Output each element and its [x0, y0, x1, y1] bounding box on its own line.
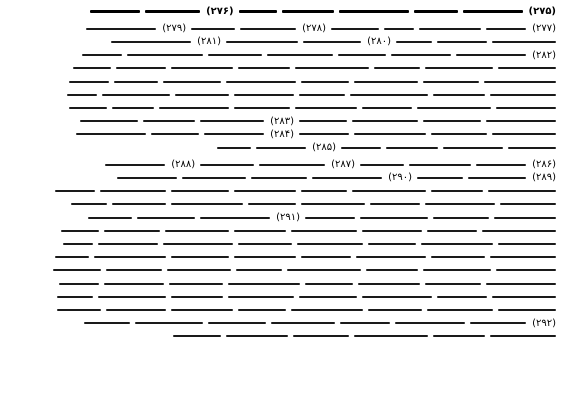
text-run [271, 322, 335, 324]
note-number: (۲۸۸) [171, 159, 196, 171]
note-number: (۲۸۲) [532, 49, 556, 61]
text-run [90, 10, 140, 13]
note-number: (۲۷۸) [302, 23, 327, 35]
text-run [437, 296, 487, 298]
text-run [386, 147, 438, 149]
text-run [167, 269, 231, 271]
text-run [208, 54, 262, 56]
text-run [431, 190, 483, 192]
text-run [251, 177, 307, 179]
text-line [212, 142, 556, 153]
text-run [234, 107, 290, 109]
text-run [105, 164, 165, 166]
text-run [362, 107, 412, 109]
text-run [267, 54, 333, 56]
text-run [71, 203, 107, 205]
text-run [259, 164, 325, 166]
text-run [362, 296, 432, 298]
text-run [354, 335, 428, 337]
text-run [303, 41, 361, 43]
text-run [240, 28, 296, 30]
text-run [234, 190, 296, 192]
text-run [171, 67, 233, 69]
text-run [352, 190, 426, 192]
text-line [77, 50, 556, 61]
note-number: (۲۹۲) [532, 317, 556, 329]
text-run [354, 133, 426, 135]
text-run [431, 133, 487, 135]
text-run [226, 41, 298, 43]
text-run [67, 94, 97, 96]
text-run [59, 283, 99, 285]
text-run [236, 269, 282, 271]
text-run [498, 67, 556, 69]
text-run [53, 269, 101, 271]
text-run [84, 322, 130, 324]
text-line [168, 331, 556, 342]
text-run [295, 107, 357, 109]
text-run [456, 54, 526, 56]
text-run [191, 28, 235, 30]
text-run [287, 269, 361, 271]
text-run [496, 107, 556, 109]
text-run [490, 256, 556, 258]
text-run [301, 190, 347, 192]
text-run [100, 190, 166, 192]
text-run [492, 41, 556, 43]
text-run [299, 296, 357, 298]
text-run [498, 243, 556, 245]
text-run [104, 230, 160, 232]
note-number: (۲۸۷) [331, 159, 356, 171]
text-run [238, 243, 292, 245]
text-run [417, 177, 463, 179]
text-run [256, 147, 306, 149]
text-run [421, 243, 493, 245]
text-run [486, 283, 556, 285]
text-run [80, 120, 138, 122]
text-run [114, 81, 158, 83]
text-run [488, 190, 556, 192]
text-run [354, 81, 418, 83]
text-run [94, 256, 166, 258]
text-run [106, 309, 166, 311]
text-run [63, 243, 93, 245]
text-run [395, 322, 465, 324]
text-run [494, 217, 556, 219]
text-run [112, 107, 154, 109]
text-line [58, 238, 556, 249]
text-run [463, 10, 523, 13]
text-run [486, 28, 526, 30]
text-run [433, 217, 489, 219]
text-run [127, 54, 203, 56]
text-run [61, 230, 99, 232]
text-run [135, 322, 203, 324]
text-line [85, 6, 556, 17]
note-number: (۲۸۶) [532, 159, 556, 171]
text-run [425, 283, 481, 285]
text-run [496, 269, 556, 271]
text-run [228, 283, 300, 285]
text-run [238, 309, 286, 311]
text-line [106, 36, 556, 47]
text-run [433, 335, 485, 337]
text-run [500, 203, 556, 205]
text-run [368, 309, 422, 311]
text-line [81, 23, 556, 34]
text-run [358, 283, 420, 285]
text-run [350, 94, 428, 96]
text-line [75, 116, 556, 127]
note-number: (۲۸۰) [367, 36, 391, 48]
text-run [137, 217, 195, 219]
text-run [427, 309, 493, 311]
text-line [68, 63, 556, 74]
text-run [370, 203, 420, 205]
text-run [182, 177, 246, 179]
text-line [56, 225, 556, 236]
text-run [417, 107, 491, 109]
text-run [208, 322, 266, 324]
text-run [173, 335, 221, 337]
text-run [484, 81, 556, 83]
text-run [171, 309, 233, 311]
text-line [52, 304, 556, 315]
document-page [12, 6, 556, 408]
note-number: (۲۷۵) [528, 6, 556, 17]
text-run [175, 94, 229, 96]
text-run [163, 81, 221, 83]
text-run [291, 309, 363, 311]
text-run [73, 67, 111, 69]
text-run [299, 94, 345, 96]
text-run [423, 120, 481, 122]
text-run [200, 120, 264, 122]
text-run [217, 147, 251, 149]
text-run [234, 256, 296, 258]
text-run [104, 283, 164, 285]
text-run [362, 230, 422, 232]
text-run [86, 28, 156, 30]
text-run [356, 256, 426, 258]
text-run [169, 283, 223, 285]
text-run [106, 269, 162, 271]
text-run [204, 133, 264, 135]
text-line [71, 129, 556, 140]
text-run [425, 67, 493, 69]
text-line [64, 102, 556, 113]
text-run [368, 243, 416, 245]
text-run [492, 296, 556, 298]
text-run [200, 217, 270, 219]
text-run [88, 217, 132, 219]
text-run [431, 256, 485, 258]
text-run [98, 296, 166, 298]
text-run [111, 41, 191, 43]
note-number: (۲۷۹) [162, 23, 187, 35]
text-line [112, 172, 556, 183]
text-run [338, 54, 386, 56]
text-run [159, 107, 229, 109]
text-run [165, 230, 229, 232]
text-run [339, 10, 409, 13]
text-run [482, 230, 556, 232]
text-run [433, 94, 485, 96]
text-run [248, 203, 296, 205]
text-line [79, 318, 556, 329]
text-run [102, 94, 170, 96]
text-run [69, 107, 107, 109]
text-run [508, 147, 556, 149]
text-run [299, 133, 349, 135]
note-number: (۲۹۱) [276, 212, 300, 223]
text-run [312, 177, 382, 179]
text-run [234, 230, 286, 232]
text-run [486, 120, 556, 122]
text-line [54, 278, 556, 289]
text-run [163, 243, 233, 245]
text-run [295, 67, 369, 69]
text-line [50, 252, 556, 263]
note-number: (۲۸۳) [270, 115, 294, 127]
text-line [48, 265, 556, 276]
text-run [476, 164, 526, 166]
text-run [282, 10, 334, 13]
text-run [360, 217, 428, 219]
text-run [360, 164, 404, 166]
text-run [423, 269, 491, 271]
text-run [226, 81, 296, 83]
text-run [151, 133, 199, 135]
text-run [171, 203, 243, 205]
text-run [82, 54, 122, 56]
text-run [297, 243, 363, 245]
text-run [171, 296, 223, 298]
text-run [171, 190, 229, 192]
text-run [238, 67, 290, 69]
text-run [492, 133, 556, 135]
text-run [341, 147, 381, 149]
text-run [234, 94, 294, 96]
text-run [443, 147, 503, 149]
text-line [52, 291, 556, 302]
text-run [498, 309, 556, 311]
text-run [69, 81, 109, 83]
text-run [468, 177, 526, 179]
text-run [305, 217, 355, 219]
text-line [64, 76, 556, 87]
text-run [470, 322, 526, 324]
text-run [427, 230, 477, 232]
note-number: (۲۹۰) [388, 172, 413, 184]
note-number: (۲۸۱) [197, 36, 222, 48]
note-number: (۲۸۴) [270, 128, 294, 140]
text-run [352, 120, 418, 122]
text-run [414, 10, 458, 13]
text-run [57, 309, 101, 311]
note-number: (۲۷۶) [206, 6, 234, 17]
text-line [83, 212, 556, 223]
text-run [301, 203, 365, 205]
text-run [425, 203, 495, 205]
note-number: (۲۸۹) [532, 172, 556, 184]
text-run [305, 283, 353, 285]
text-run [374, 67, 420, 69]
text-run [490, 94, 556, 96]
text-line [50, 186, 556, 197]
text-run [384, 28, 414, 30]
text-run [143, 120, 195, 122]
text-run [112, 203, 166, 205]
text-run [116, 67, 166, 69]
text-run [57, 296, 93, 298]
text-run [340, 322, 390, 324]
note-number: (۲۷۷) [532, 23, 556, 35]
text-run [76, 133, 146, 135]
text-run [291, 230, 357, 232]
text-run [419, 28, 481, 30]
text-line [100, 159, 556, 170]
text-run [391, 54, 451, 56]
note-number: (۲۸۵) [312, 142, 336, 153]
text-run [171, 256, 229, 258]
text-run [366, 269, 418, 271]
text-line [62, 89, 556, 100]
text-run [299, 120, 347, 122]
text-run [423, 81, 479, 83]
text-run [228, 296, 294, 298]
text-run [117, 177, 177, 179]
text-run [55, 256, 89, 258]
text-run [331, 28, 379, 30]
text-run [55, 190, 95, 192]
text-run [396, 41, 432, 43]
text-run [200, 164, 254, 166]
text-run [437, 41, 487, 43]
text-line [66, 199, 556, 210]
text-run [490, 335, 556, 337]
text-run [145, 10, 200, 13]
text-run [301, 81, 349, 83]
text-run [301, 256, 351, 258]
text-run [226, 335, 288, 337]
text-run [239, 10, 277, 13]
text-run [293, 335, 349, 337]
text-run [409, 164, 471, 166]
text-run [98, 243, 158, 245]
